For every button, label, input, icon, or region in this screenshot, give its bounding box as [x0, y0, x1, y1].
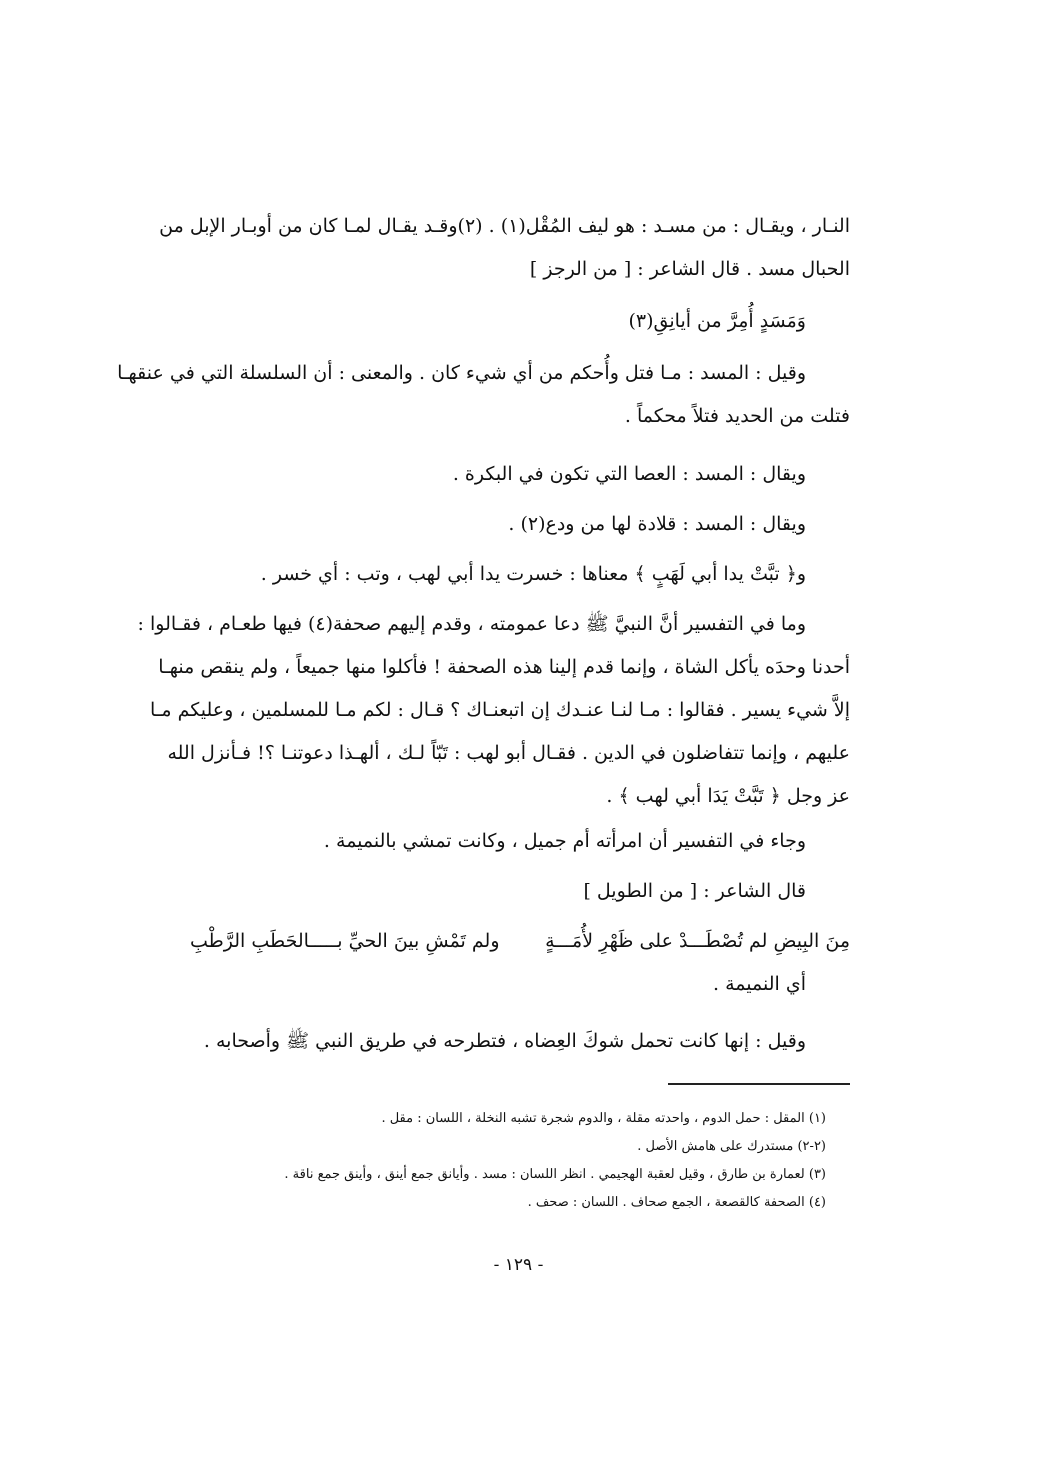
footnote: (٣) لعمارة بن طارق ، وقيل لعقبة الهجيمي . انظر اللسان : مسد . وأيانق جمع أينق ، وأينق جمع ناقة . — [284, 1167, 826, 1182]
text-line: أي النميمة . — [713, 973, 806, 995]
footnotes — [190, 1105, 826, 1217]
text-line: ويقال : المسد : العصا التي تكون في البكرة . — [452, 463, 806, 485]
text-line: ويقال : المسد : قلادة لها من ودع(٢) . — [508, 513, 806, 535]
footnote: (٤) الصحفة كالقصعة ، الجمع صحاف . اللسان : صحف . — [527, 1195, 826, 1210]
footnote-divider — [668, 1083, 850, 1085]
text-line: قال الشاعر : [ من الطويل ] — [583, 880, 806, 902]
text-line: وجاء في التفسير أن امرأته أم جميل ، وكانت تمشي بالنميمة . — [323, 830, 806, 852]
poem-verse — [190, 920, 850, 963]
text-line: وقيل : إنها كانت تحمل شوكَ العِضاه ، فتطرحه في طريق النبي ﷺ وأصحابه . — [203, 1030, 806, 1052]
page-number: - ١٢٩ - — [493, 1255, 544, 1275]
paragraph-1 — [159, 205, 850, 291]
text-line: النـار ، ويقـال : من مسـد : هو ليف المُقْل(١) . (٢)وقـد يقـال لمـا كان من أوبـار الإبل من — [159, 215, 850, 237]
text-line: وَمَسَدٍ أُمِرَّ من أيانِقِ(٣) — [628, 310, 806, 332]
first-hemistich: مِنَ البِيضِ لم تُصْطَـــدْ على ظَهْرِ لأُمَـــةٍ — [545, 930, 850, 952]
text-line: عليهم ، وإنما تتفاضلون في الدين . فقـال أبو لهب : تَبّاً لـك ، ألهـذا دعوتنـا ؟! فـأنزل الله — [167, 742, 850, 764]
footnote: (١) المقل : حمل الدوم ، واحدته مقلة ، والدوم شجرة تشبه النخلة ، اللسان : مقل . — [381, 1111, 826, 1126]
paragraph-4 — [190, 503, 850, 546]
paragraph-7 — [190, 820, 850, 863]
text-line: الحبال مسد . قال الشاعر : [ من الرجز ] — [529, 258, 850, 280]
paragraph-3 — [190, 453, 850, 496]
text-line: إلاَّ شيء يسير . فقالوا : مـا لنـا عنـدك إن اتبعنـاك ؟ قـال : لكم مـا للمسلمين ، وعليكم مـا — [150, 699, 850, 721]
paragraph-10 — [190, 1020, 850, 1063]
verse-line — [190, 300, 850, 343]
text-line: وما في التفسير أنَّ النبيَّ ﷺ دعا عمومته ، وقدم إليهم صحفة(٤) فيها طعـام ، فقـالوا : — [137, 613, 806, 635]
paragraph-8 — [190, 870, 850, 913]
second-hemistich: ولم تَمْشِ بينَ الحيِّ بـــــالحَطَبِ الرَّطْبِ — [190, 930, 500, 952]
paragraph-9 — [190, 963, 850, 1006]
text-line: أحدنا وحدَه يأكل الشاة ، وإنما قدم إلينا هذه الصحفة ! فأكلوا منها جميعاً ، ولم ينقص منهـا — [158, 656, 850, 678]
paragraph-5 — [190, 553, 850, 596]
text-line: و﴿ تبَّتْ يدا أبي لَهَبٍ ﴾ معناها : خسرت يدا أبي لهب ، وتب : أي خسر . — [260, 563, 806, 585]
paragraph-6 — [137, 603, 850, 818]
footnote: (٢-٢) مستدرك على هامش الأصل . — [637, 1139, 826, 1154]
text-line: فتلت من الحديد فتلاً محكماً . — [624, 405, 850, 427]
paragraph-2 — [117, 352, 850, 438]
text-line: عز وجل ﴿ تَبَّتْ يَدَا أبي لهب ﴾ . — [606, 785, 850, 807]
text-line: وقيل : المسد : مـا فتل وأُحكم من أي شيء كان . والمعنى : أن السلسلة التي في عنقهـا — [117, 362, 806, 384]
